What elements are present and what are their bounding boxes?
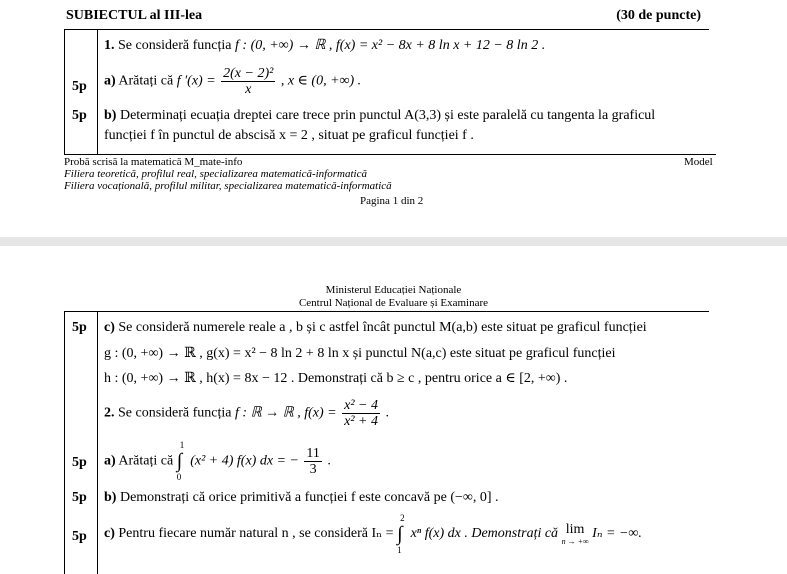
subject-title: SUBIECTUL al III-lea	[66, 8, 203, 23]
table-left-rule	[64, 30, 65, 154]
problem1-statement: 1. Se consideră funcția f : (0, +∞) → ℝ , f(x) = x² − 8x + 8 ln x + 12 − 8 ln 2 .	[104, 38, 546, 53]
problem2a-text: a) Arătați că ∫ 1 0 (x² + 4) f(x) dx = − $\frac{11}{3}$ .	[104, 440, 331, 482]
footer-exam: Probă scrisă la matematică M_mate-info	[64, 156, 243, 168]
problem1c-line2: g : (0, +∞) → ℝ , g(x) = x² − 8 ln 2 + 8 ln x și punctul N(a,c) este situat pe graficul funcției	[104, 346, 616, 361]
problem2c-points: 5p	[72, 529, 87, 544]
footer-track-1: Filiera teoretică, profilul real, specializarea matematică-informatică	[64, 168, 367, 180]
footer-model: Model	[684, 156, 713, 168]
problem2b-points: 5p	[72, 490, 87, 505]
table2-left-rule	[64, 312, 65, 574]
footer-page: Pagina 1 din 2	[360, 195, 424, 207]
integral-sign: ∫ 2 1	[397, 512, 405, 555]
problem1c-line1: c) Se consideră numerele reale a , b și c astfel încât punctul M(a,b) este situat pe graficul funcției	[104, 320, 647, 335]
evaluation-center: Centrul Național de Evaluare și Examinare	[298, 297, 489, 309]
problem2b-text: b) Demonstrați că orice primitivă a funcției f este concavă pe (−∞, 0] .	[104, 490, 499, 505]
table-points-rule	[97, 30, 98, 154]
page-separator	[0, 237, 787, 246]
problem2a-points: 5p	[72, 455, 87, 470]
problem1c-points: 5p	[72, 320, 87, 335]
problem1c-line3: h : (0, +∞) → ℝ , h(x) = 8x − 12 . Demonstrați că b ≥ c , pentru orice a ∈ [2, +∞) .	[104, 371, 568, 386]
footer-rule	[64, 154, 716, 155]
page2-rule	[64, 311, 709, 312]
problem1b-line2: funcției f în punctul de abscisă x = 2 , situat pe graficul funcției f .	[104, 128, 474, 143]
problem1b-points: 5p	[72, 108, 87, 123]
header-rule	[64, 29, 709, 30]
problem1b-line1: b) Determinați ecuația dreptei care trece prin punctul A(3,3) și este paralelă cu tangenta la graficul	[104, 108, 656, 123]
footer-track-2: Filiera vocațională, profilul militar, specializarea matematică-informatică	[64, 180, 392, 192]
integral-sign: ∫ 1 0	[176, 440, 185, 482]
problem1a-points: 5p	[72, 79, 87, 94]
limit-operator: lim n → +∞	[561, 522, 589, 546]
problem2c-text: c) Pentru fiecare număr natural n , se consideră Iₙ = ∫ 2 1 xⁿ f(x) dx . Demonstrați că lim n → +∞ Iₙ = −∞.	[104, 512, 642, 555]
problem2-statement: 2. Se consideră funcția f : ℝ → ℝ , f(x) = $\frac{\text{x² − 4}}{\text{x² + 4}}$ .	[104, 398, 389, 429]
table2-points-rule	[97, 312, 98, 574]
points-total: (30 de puncte)	[616, 8, 701, 23]
problem1a-text: a) Arătați că f ′(x) = $\frac{\text{2(x − 2)²}}{x}$ , x ∈ (0, +∞) .	[104, 66, 362, 97]
ministry: Ministerul Educației Naționale	[325, 284, 462, 296]
